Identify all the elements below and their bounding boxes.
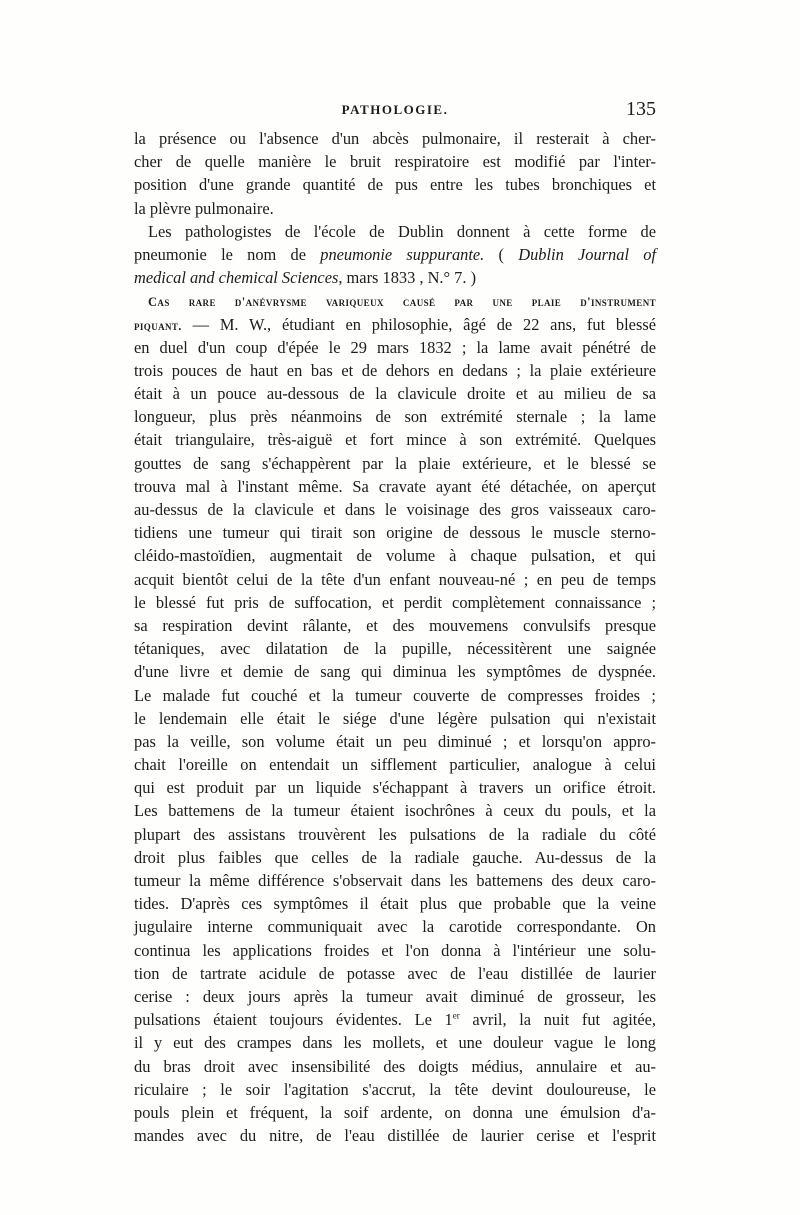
text-line: Le malade fut couché et la tumeur couverte de compresses froides ; xyxy=(134,685,656,705)
superscript: er xyxy=(452,1010,460,1021)
running-head xyxy=(134,98,656,120)
text-line: trois pouces de haut en bas et de dehors en dedans ; la plaie extérieure xyxy=(134,360,656,380)
section-heading: Cas rare d'anévrysme variqueux causé par une plaie d'instrument xyxy=(148,295,656,310)
text-line: gouttes de sang s'échappèrent par la plaie extérieure, et le blessé se xyxy=(134,453,656,473)
text-line: le lendemain elle était le siége d'une légère pulsation qui n'existait xyxy=(134,708,656,728)
text-line: tumeur la même différence s'observait dans les battemens des deux caro- xyxy=(134,871,656,890)
text-line: Les pathologistes de l'école de Dublin donnent à cette forme de xyxy=(148,221,656,241)
text-line: position d'une grande quantité de pus entre les tubes bronchiques et xyxy=(134,175,656,195)
text-line: tidiens une tumeur qui tirait son origine de dessous le muscle sterno- xyxy=(134,523,656,543)
text-line: était à un pouce au-dessous de la clavicule droite et au milieu de sa xyxy=(134,384,656,404)
text-line: mandes avec du nitre, de l'eau distillée de laurier cerise et l'esprit xyxy=(134,1126,656,1146)
text-line: longueur, plus près néanmoins de son extrémité sternale ; la lame xyxy=(134,407,656,427)
running-title: PATHOLOGIE. xyxy=(341,102,449,117)
text-line: tion de tartrate acidule de potasse avec de l'eau distillée de laurier xyxy=(134,963,656,983)
citation-details: , mars 1833 , N.° 7. ) xyxy=(338,268,477,288)
page-number: 135 xyxy=(626,98,656,120)
text-line: la présence ou l'absence d'un abcès pulmonaire, il resterait à cher- xyxy=(134,129,656,148)
text-line: tides. D'après ces symptômes il était plus que probable que la veine xyxy=(134,894,656,914)
text-line: continua les applications froides et l'on donna à l'intérieur une solu- xyxy=(134,940,656,960)
text-line: plupart des assistans trouvèrent les pulsations de la radiale du côté xyxy=(134,824,656,844)
text-line: acquit bientôt celui de la tête d'un enfant nouveau-né ; en peu de temps xyxy=(134,569,656,589)
text-line: en duel d'un coup d'épée le 29 mars 1832 ; la lame avait pénétré de xyxy=(134,337,656,357)
text-line: le blessé fut pris de suffocation, et perdit complètement connaissance ; xyxy=(134,592,656,612)
text-line: pas la veille, son volume était un peu diminué ; et lorsqu'on appro- xyxy=(134,731,656,751)
text-line xyxy=(134,313,656,336)
text-line: qui est produit par un liquide s'échappant à travers un orifice étroit. xyxy=(134,778,656,798)
journal-title: Dublin Journal of xyxy=(518,244,656,264)
text-line: était triangulaire, très-aiguë et fort mince à son extrémité. Quelques xyxy=(134,430,656,450)
text-line: cher de quelle manière le bruit respiratoire est modifié par l'inter- xyxy=(134,152,656,172)
text-line: droit plus faibles que celles de la radiale gauche. Au-dessus de la xyxy=(134,847,656,867)
text-line: cléido-mastoïdien, augmentait de volume à chaque pulsation, et qui xyxy=(134,546,656,566)
text-line xyxy=(134,266,656,289)
text-fragment: ( xyxy=(484,244,519,264)
text-line: cerise : deux jours après la tumeur avait diminué de grosseur, les xyxy=(134,986,656,1006)
body-text xyxy=(134,127,656,1147)
italic-term: pneumonie suppurante. xyxy=(320,244,485,264)
text-line: il y eut des crampes dans les mollets, et une douleur vague le long xyxy=(134,1033,656,1053)
text-line: au-dessus de la clavicule et dans le voisinage des gros vaisseaux caro- xyxy=(134,500,656,519)
text-line: du bras droit avec insensibilité des doigts médius, annulaire et au- xyxy=(134,1056,656,1076)
text-line: d'une livre et demie de sang qui diminua les symptômes de dyspnée. xyxy=(134,662,656,682)
text-fragment: — M. W., étudiant en philosophie, âgé de 22 ans, fut blessé xyxy=(181,314,656,334)
text-line xyxy=(134,243,656,266)
journal-title: medical and chemical Sciences xyxy=(134,268,339,288)
text-fragment: pneumonie le nom de xyxy=(134,244,321,264)
text-line: la plèvre pulmonaire. xyxy=(134,198,274,218)
text-line: sa respiration devint râlante, et des mouvemens convulsifs presque xyxy=(134,615,656,635)
section-heading-line xyxy=(134,289,656,312)
section-heading-end: piquant. xyxy=(134,318,182,333)
text-line: chait l'oreille on entendait un sifflement particulier, analogue à celui xyxy=(134,755,656,775)
text-line: pouls plein et fréquent, la soif ardente, on donna une émulsion d'a- xyxy=(134,1102,656,1122)
text-line: tétaniques, avec dilatation de la pupille, nécessitèrent une saignée xyxy=(134,639,656,659)
text-fragment: pulsations étaient toujours évidentes. Le 1 xyxy=(134,1010,453,1030)
text-line: jugulaire interne communiquait avec la carotide correspondante. On xyxy=(134,917,656,937)
text-fragment: avril, la nuit fut agitée, xyxy=(459,1010,656,1030)
text-line: trouva mal à l'instant même. Sa cravate ayant été détachée, on aperçut xyxy=(134,476,656,496)
text-line xyxy=(134,1008,656,1031)
text-line: Les battemens de la tumeur étaient isochrônes à ceux du pouls, et la xyxy=(134,801,656,821)
text-line: riculaire ; le soir l'agitation s'accrut, la tête devint douloureuse, le xyxy=(134,1079,656,1099)
